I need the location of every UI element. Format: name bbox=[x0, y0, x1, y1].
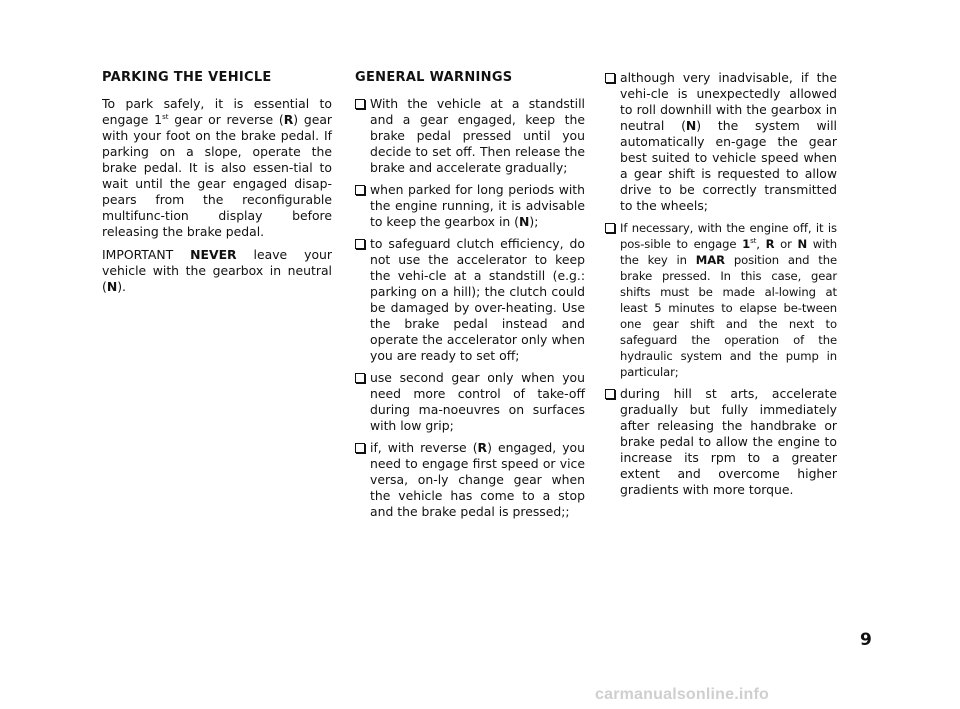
text: ) engaged, you need to engage first speed or vice versa, on-ly change gear when the vehicle has come to a stop and the brake pedal is pressed;; bbox=[370, 440, 585, 519]
text: To park safely, it is essential to engage 1 bbox=[102, 96, 332, 127]
section-heading-general-warnings: GENERAL WARNINGS bbox=[355, 70, 513, 85]
watermark: carmanualsonline.info bbox=[595, 686, 770, 703]
page-number: 9 bbox=[860, 630, 872, 650]
text: ); bbox=[529, 214, 539, 229]
paragraph-important bbox=[102, 247, 332, 295]
text: although very inadvisable, if the vehi-cle is unexpectedly allowed to roll downhill with the gearbox in neutral ( bbox=[620, 70, 837, 133]
gear-symbol-n: N bbox=[797, 237, 808, 251]
text: if, with reverse ( bbox=[370, 440, 478, 455]
key-position-mar: MAR bbox=[695, 253, 725, 267]
text: leave your vehicle with the gearbox in neutral ( bbox=[102, 247, 332, 294]
warnings-list bbox=[355, 96, 585, 520]
gear-symbol-1st: 1 bbox=[742, 237, 751, 251]
list-item: during hill st arts, accelerate gradually but fully immediately after releasing the handbrake or brake pedal to allow the engine to increase its rpm to a greater extent and overcome higher gradients with more torque. bbox=[605, 386, 837, 498]
gear-symbol-n: N bbox=[519, 214, 530, 229]
text: when parked for long periods with the engine running, it is advisable to keep the gearbox in ( bbox=[370, 182, 585, 229]
text: IMPORTANT bbox=[102, 247, 191, 262]
list-item bbox=[355, 440, 585, 520]
text: ). bbox=[117, 279, 126, 294]
text: with the key in bbox=[620, 237, 837, 267]
column-general-warnings bbox=[355, 70, 585, 526]
gear-symbol-r: R bbox=[477, 440, 488, 455]
gear-symbol-n: N bbox=[106, 279, 118, 294]
column-parking bbox=[102, 70, 332, 302]
text: If necessary, with the engine off, it is pos-sible to engage bbox=[620, 221, 837, 251]
list-item: With the vehicle at a standstill and a gear engaged, keep the brake pedal pressed until you decide to set off. Then release the brake and accelerate gradually; bbox=[355, 96, 585, 176]
list-item bbox=[355, 182, 585, 230]
section-heading-parking: PARKING THE VEHICLE bbox=[102, 70, 272, 85]
list-item: use second gear only when you need more control of take-off during ma-noeuvres on surfaces with low grip; bbox=[355, 370, 585, 434]
text: position and the brake pressed. In this case, gear shifts must be made al-lowing at least 5 minutes to elapse be-tween one gear shift and the next to safeguard the operation of the hydraulic system and the pump in particular; bbox=[620, 253, 837, 379]
column-warnings-continued bbox=[605, 70, 837, 504]
text: ) gear with your foot on the brake pedal. If parking on a slope, operate the brake pedal. It is also essen-tial to wait until the gear engaged disap-pears from the reconfigurable multifunc-tion display before releasing the brake pedal. bbox=[102, 112, 333, 239]
text: , bbox=[756, 237, 766, 251]
list-item: to safeguard clutch efficiency, do not use the accelerator to keep the vehi-cle at a standstill (e.g.: parking on a hill); the clutch could be damaged by over-heating. Use the brake pedal instead and operate the accelerator only when you are ready to set off; bbox=[355, 236, 585, 364]
list-item bbox=[605, 70, 837, 214]
text: gear or reverse ( bbox=[168, 112, 284, 127]
text: or bbox=[774, 237, 798, 251]
gear-symbol-r: R bbox=[765, 237, 775, 251]
emphasis-never: NEVER bbox=[190, 247, 237, 262]
gear-symbol-n: N bbox=[685, 118, 697, 133]
gear-symbol-r: R bbox=[283, 112, 294, 127]
list-item bbox=[605, 220, 837, 380]
text: ) the system will automatically en-gage the gear best suited to vehicle speed when a gear shift is requested to allow drive to be correctly transmitted to the wheels; bbox=[620, 118, 837, 213]
paragraph-parking-instructions bbox=[102, 96, 332, 240]
superscript: st bbox=[162, 112, 169, 121]
superscript: st bbox=[750, 237, 757, 246]
warnings-list-continued bbox=[605, 70, 837, 498]
